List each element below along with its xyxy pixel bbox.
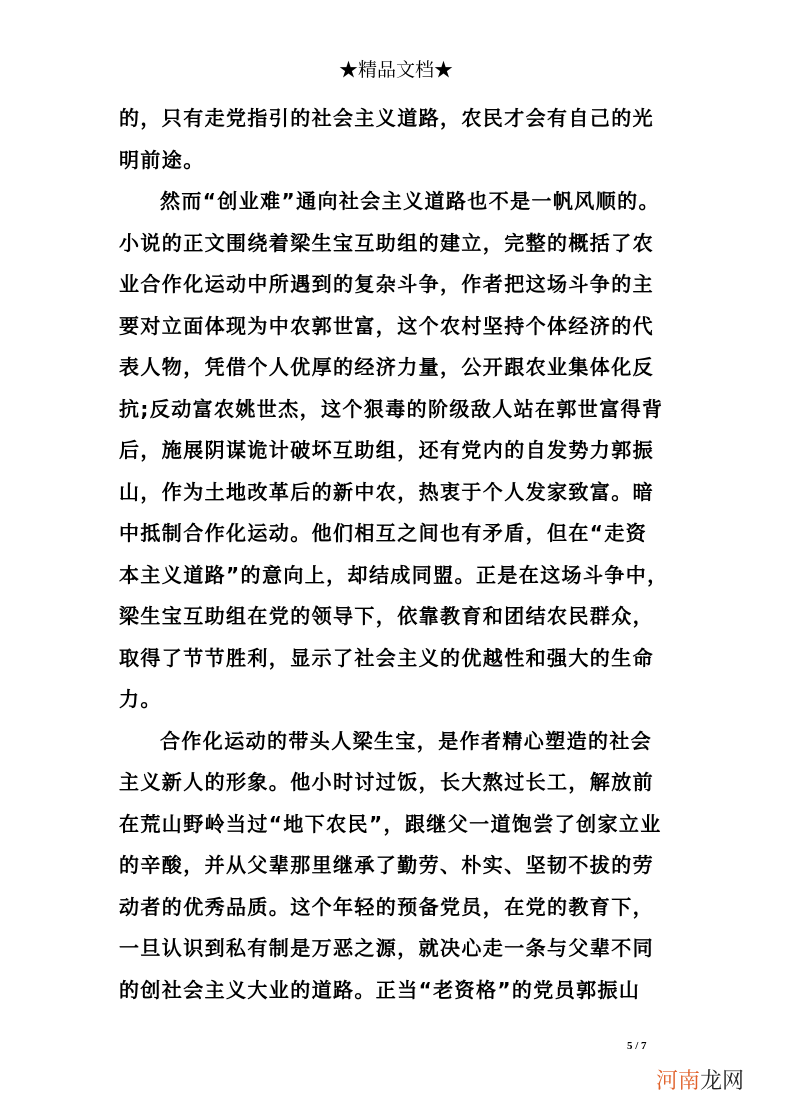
text-line: 山，作为土地改革后的新中农，热衷于个人发家致富。暗 [119,479,654,504]
watermark-logo [656,1068,744,1096]
text-line: 动者的优秀品质。这个年轻的预备党员，在党的教育下， [119,894,654,919]
text-line: 在荒山野岭当过“地下农民”，跟继父一道饱尝了创家立业 [119,811,662,836]
page-number: 5 / 7 [627,1040,647,1052]
text-line: 取得了节节胜利，显示了社会主义的优越性和强大的生命 [119,645,654,670]
document-header [0,58,792,82]
text-line: 业合作化运动中所遇到的复杂斗争，作者把这场斗争的主 [119,272,654,296]
text-line: 一旦认识到私有制是万恶之源，就决心走一条与父辈不同 [119,936,654,960]
text-line: 要对立面体现为中农郭世富，这个农村坚持个体经济的代 [119,313,654,338]
text-line: 力。 [119,687,162,711]
text-line: 梁生宝互助组在党的领导下，依靠教育和团结农民群众， [119,604,654,628]
text-line: 本主义道路”的意向上，却结成同盟。正是在这场斗争中， [119,562,669,587]
text-line: 明前途。 [119,147,205,172]
text-line: 主义新人的形象。他小时讨过饭，长大熬过长工，解放前 [119,770,654,794]
paragraph-start-line: 合作化运动的带头人梁生宝，是作者精心塑造的社会 [160,728,653,753]
watermark-part-1: 河南 [656,1069,701,1094]
text-line: 的创社会主义大业的道路。正当“老资格”的党员郭振山 [119,977,641,1002]
document-body [119,98,679,1011]
text-line: 的，只有走党指引的社会主义道路，农民才会有自己的光 [119,106,654,130]
header-title: ★精品文档★ [338,59,453,81]
paragraph-start-line: 然而“创业难”通向社会主义道路也不是一帆风顺的。 [160,189,660,213]
text-line: 表人物，凭借个人优厚的经济力量，公开跟农业集体化反 [119,355,654,379]
watermark-part-2: 龙网 [700,1069,745,1094]
text-line: 的辛酸，并从父辈那里继承了勤劳、朴实、坚韧不拔的劳 [119,853,654,877]
text-line: 后，施展阴谋诡计破坏互助组，还有党内的自发势力郭振 [119,438,654,462]
text-line: 中抵制合作化运动。他们相互之间也有矛盾，但在“走资 [119,521,648,545]
text-line: 小说的正文围绕着梁生宝互助组的建立，完整的概括了农 [119,230,654,255]
text-line: 抗;反动富农姚世杰，这个狠毒的阶级敌人站在郭世富得背 [119,396,664,421]
